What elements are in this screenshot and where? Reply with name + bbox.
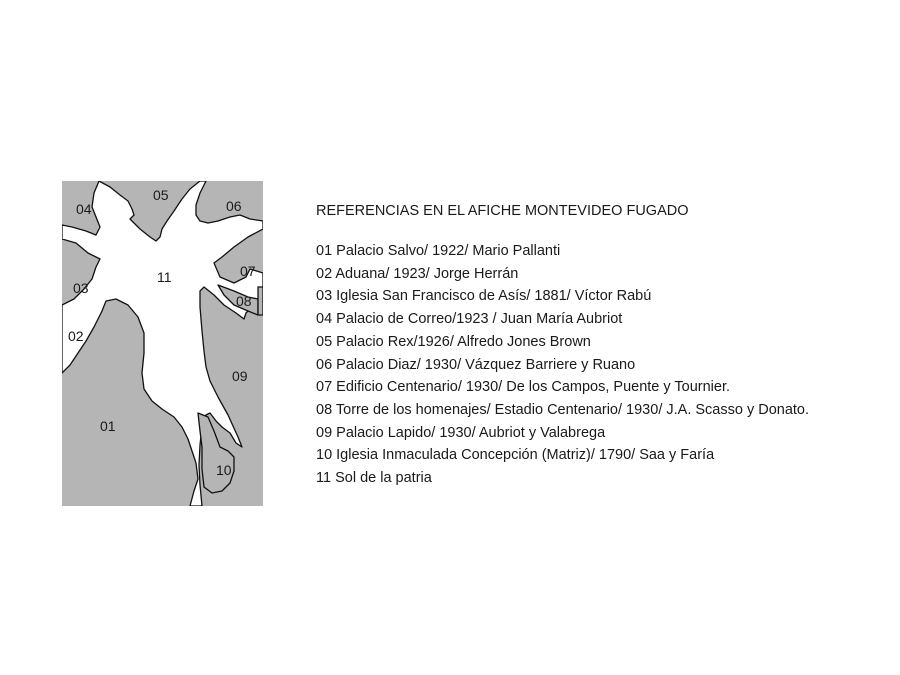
region-08-tower <box>258 287 263 315</box>
legend-item-08: 08 Torre de los homenajes/ Estadio Centenario/ 1930/ J.A. Scasso y Donato. <box>316 401 810 418</box>
legend-item-04: 04 Palacio de Correo/1923 / Juan María Aubriot <box>316 311 623 328</box>
legend-item-09: 09 Palacio Lapido/ 1930/ Aubriot y Valabrega <box>316 424 606 441</box>
label-08: 08 <box>236 293 252 309</box>
legend-item-03: 03 Iglesia San Francisco de Asís/ 1881/ Víctor Rabú <box>316 288 652 305</box>
label-03: 03 <box>73 280 89 296</box>
legend-title: REFERENCIAS EN EL AFICHE MONTEVIDEO FUGADO <box>316 203 689 219</box>
legend-list <box>316 240 886 490</box>
label-07: 07 <box>240 263 256 279</box>
legend-item-06: 06 Palacio Diaz/ 1930/ Vázquez Barriere y Ruano <box>316 356 636 373</box>
label-01: 01 <box>100 418 116 434</box>
legend-item-05: 05 Palacio Rex/1926/ Alfredo Jones Brown <box>316 333 591 350</box>
legend-item-11: 11 Sol de la patria <box>316 470 432 487</box>
label-02: 02 <box>68 328 84 344</box>
legend-item-10: 10 Iglesia Inmaculada Concepción (Matriz)/ 1790/ Saa y Faría <box>316 447 715 464</box>
label-11: 11 <box>157 269 172 285</box>
legend-item-07: 07 Edificio Centenario/ 1930/ De los Campos, Puente y Tournier. <box>316 379 731 396</box>
label-09: 09 <box>232 368 248 384</box>
legend-item-02: 02 Aduana/ 1923/ Jorge Herrán <box>316 265 519 282</box>
poster-svg <box>62 181 263 506</box>
label-04: 04 <box>76 201 92 217</box>
label-05: 05 <box>153 187 169 203</box>
poster-diagram <box>62 181 263 506</box>
label-06: 06 <box>226 198 242 214</box>
label-10: 10 <box>216 462 232 478</box>
legend-panel <box>316 203 886 490</box>
legend-item-01: 01 Palacio Salvo/ 1922/ Mario Pallanti <box>316 243 561 259</box>
